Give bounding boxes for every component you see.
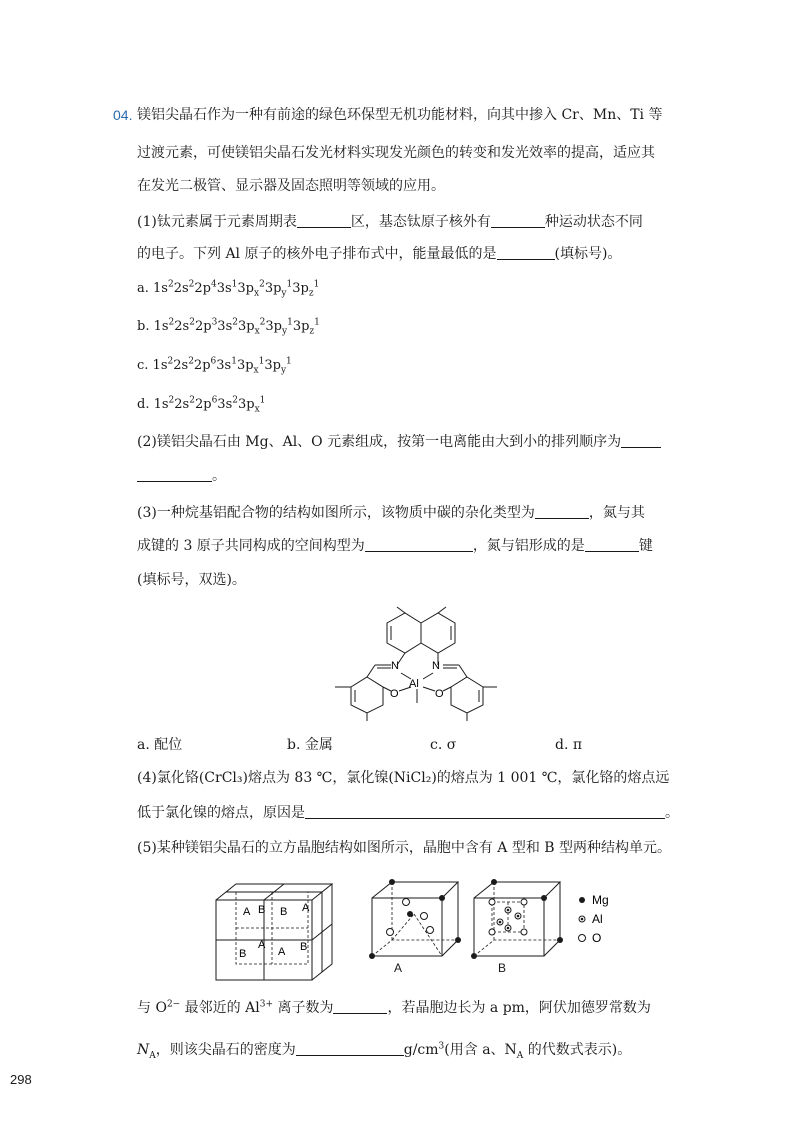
atom-legend (574, 890, 644, 950)
question-number: 04. (113, 107, 133, 123)
structure-unit-a (368, 876, 463, 976)
option-c: c. $1s^22s^22p^63s^13p_x^13p_y^1$ (137, 356, 292, 376)
nitrogen-right-label: N (432, 660, 440, 672)
cube-label-2: B (258, 904, 266, 916)
part1-line-1: (1)钛元素属于元素周期表 区，基态钛原子核外有 种运动状态不同 (137, 214, 643, 230)
aluminum-label: Al (409, 678, 419, 690)
part2-line-2: 。 (137, 466, 226, 486)
part3-line-3: (填标号，双选)。 (137, 572, 246, 588)
legend-al: Al (592, 912, 603, 926)
oxygen-right-label: O (435, 688, 444, 700)
legend-mg: Mg (592, 893, 609, 907)
part5-line-1: (5)某种镁铝尖晶石的立方晶胞结构如图所示，晶胞中含有 A 型和 B 型两种结构单元。 (137, 840, 672, 856)
oxygen-left-label: O (390, 688, 399, 700)
part5-question-line-1: 与 $O^{2-}$ 最邻近的 $Al^{3+}$ 离子数为 ，若晶胞边长为 a pm，阿伏加德罗常数为 (137, 999, 651, 1016)
choice-b: b. 金属 (287, 737, 333, 753)
part4-line-1: (4)氯化铬(CrCl₃)熔点为 83 ℃，氯化镍(NiCl₂)的熔点为 1 001 ℃，氯化铬的熔点远 (137, 770, 670, 786)
cube-label-7: A (278, 946, 286, 958)
choice-c: c. σ (430, 737, 457, 753)
option-d: d. $1s^22s^22p^63s^23p_x^1$ (137, 395, 266, 415)
alkyl-aluminum-complex-structure (325, 605, 500, 725)
choice-d: d. π (555, 737, 583, 753)
mg-legend-icon (579, 897, 585, 903)
page-number: 298 (10, 1072, 32, 1087)
part3-line-2: 成键的 3 原子共同构成的空间构型为 ，氮与铝形成的是 键 (137, 538, 653, 554)
part5-question-line-2: $N_A$，则该尖晶石的密度为 $g/cm^3$(用含 a、$N_A$ 的代数式表示)。 (137, 1041, 632, 1061)
structure-unit-b (470, 876, 565, 976)
caption-b: B (498, 961, 507, 975)
cube-label-8: B (300, 941, 308, 953)
intro-line-3: 在发光二极管、显示器及固态照明等领域的应用。 (137, 178, 445, 194)
intro-line-1: 镁铝尖晶石作为一种有前途的绿色环保型无机功能材料，向其中掺入 Cr、Mn、Ti 等 (137, 107, 663, 123)
part4-line-2: 低于氯化镍的熔点，原因是 。 (137, 805, 679, 821)
choice-a: a. 配位 (137, 737, 183, 753)
nitrogen-left-label: N (391, 660, 399, 672)
cube-label-4: A (302, 902, 310, 914)
option-a: a. $1s^22s^22p^43s^13p_x^23p_y^13p_z^1$ (137, 279, 320, 299)
part2-line-1: (2)镁铝尖晶石由 Mg、Al、O 元素组成，按第一电离能由大到小的排列顺序为 (137, 432, 661, 452)
cube-label-6: A (258, 939, 266, 951)
caption-a: A (394, 961, 403, 975)
cube-label-1: A (243, 906, 251, 918)
cube-label-5: B (239, 948, 247, 960)
cube-label-3: B (280, 906, 288, 918)
legend-o: O (592, 931, 602, 945)
intro-line-2: 过渡元素，可使镁铝尖晶石发光材料实现发光颜色的转变和发光效率的提高，适应其 (137, 145, 655, 161)
o-legend-icon (579, 935, 586, 942)
option-b: b. $1s^22s^22p^33s^23p_x^23p_y^13p_z^1$ (137, 317, 320, 337)
part3-line-1: (3)一种烷基铝配合物的结构如图所示，该物质中碳的杂化类型为 ，氮与其 (137, 505, 645, 521)
part1-line-2: 的电子。下列 Al 原子的核外电子排布式中，能量最低的是 (填标号)。 (137, 246, 622, 262)
unit-cell-diagram (212, 880, 342, 985)
